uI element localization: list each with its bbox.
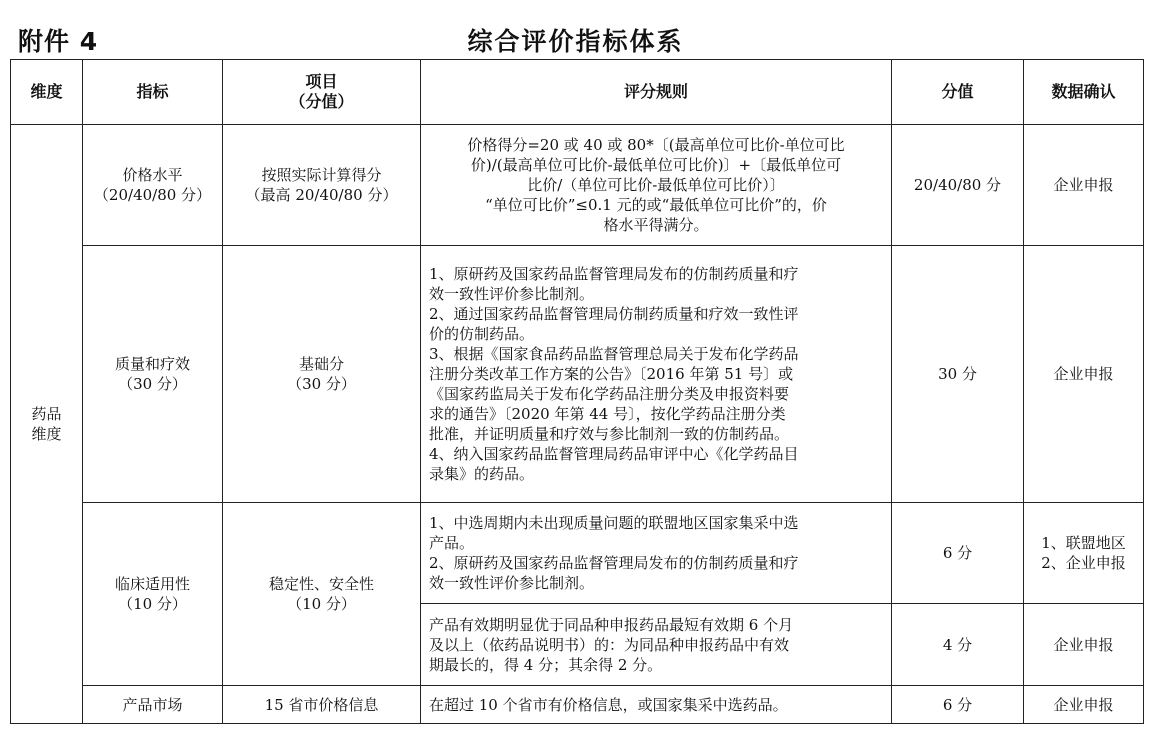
quality-indicator-line1: 质量和疗效	[114, 355, 190, 373]
quality-rule-line: 3、根据《国家食品药品监督管理总局关于发布化学药品	[429, 345, 799, 363]
quality-item-line1: 基础分	[298, 355, 344, 373]
document-title: 综合评价指标体系	[467, 27, 684, 56]
price-item-line1: 按照实际计算得分	[261, 166, 382, 184]
header-indicator: 指标	[83, 60, 223, 125]
attachment-label: 附件 4	[18, 27, 99, 56]
price-rule-cell	[421, 125, 892, 246]
clinical-a-rule-cell	[421, 503, 892, 604]
quality-indicator-cell	[83, 246, 223, 503]
quality-rule-line: 2、通过国家药品监督管理局仿制药质量和疗效一致性评	[429, 305, 799, 323]
header-item-line1: 项目	[305, 72, 338, 91]
table-row-market	[11, 686, 1144, 724]
dimension-line1: 药品	[31, 405, 62, 423]
quality-rule-line: 1、原研药及国家药品监督管理局发布的仿制药质量和疗	[429, 265, 799, 283]
quality-item-line2: （30 分）	[287, 375, 356, 393]
price-rule-line: 价格得分=20 或 40 或 80*〔(最高单位可比价-单位可比	[467, 136, 845, 154]
clinical-b-score-cell: 4 分	[892, 604, 1024, 686]
market-score-cell: 6 分	[892, 686, 1024, 724]
clinical-a-rule-line: 效一致性评价参比制剂。	[429, 574, 595, 592]
header-row	[11, 60, 1144, 125]
clinical-b-rule-line: 产品有效期明显优于同品种申报药品最短有效期 6 个月	[429, 615, 794, 634]
dimension-line2: 维度	[31, 425, 62, 443]
table-row-price	[11, 125, 1144, 246]
price-item-line2: （最高 20/40/80 分）	[245, 186, 398, 204]
market-item-cell: 15 省市价格信息	[223, 686, 421, 724]
table-row-clinical-a	[11, 503, 1144, 604]
clinical-a-confirm-line2: 2、企业申报	[1041, 554, 1126, 572]
header-item	[223, 60, 421, 125]
clinical-a-rule-line: 产品。	[429, 534, 475, 552]
quality-confirm-cell: 企业申报	[1024, 246, 1144, 503]
price-indicator-cell	[83, 125, 223, 246]
quality-score-cell: 30 分	[892, 246, 1024, 503]
clinical-b-rule-line: 及以上（依药品说明书）的：为同品种申报药品中有效	[429, 635, 790, 654]
quality-rule-line: 《国家药监局关于发布化学药品注册分类及申报资料要	[429, 385, 790, 403]
clinical-a-rule-line: 1、中选周期内未出现质量问题的联盟地区国家集采中选	[429, 514, 799, 532]
clinical-indicator-line1: 临床适用性	[114, 575, 190, 593]
clinical-b-rule-line: 期最长的，得 4 分；其余得 2 分。	[429, 655, 663, 674]
table-row-quality	[11, 246, 1144, 503]
price-rule-line: 格水平得满分。	[603, 216, 709, 234]
price-item-cell	[223, 125, 421, 246]
quality-item-cell	[223, 246, 421, 503]
quality-rule-line: 注册分类改革工作方案的公告》〔2016 年第 51 号〕或	[429, 365, 794, 383]
price-rule-line: 比价/（单位可比价-最低单位可比价）〕	[527, 176, 785, 194]
price-indicator-line2: （20/40/80 分）	[93, 186, 212, 204]
quality-rule-line: 价的仿制药品。	[429, 325, 535, 343]
price-confirm-cell: 企业申报	[1024, 125, 1144, 246]
quality-rule-line: 效一致性评价参比制剂。	[429, 285, 595, 303]
quality-rule-line: 录集》的药品。	[429, 465, 535, 483]
dimension-cell	[11, 125, 83, 724]
market-indicator-cell: 产品市场	[83, 686, 223, 724]
clinical-b-confirm-cell: 企业申报	[1024, 604, 1144, 686]
clinical-a-confirm-line1: 1、联盟地区	[1041, 534, 1126, 552]
clinical-item-cell	[223, 503, 421, 686]
clinical-indicator-line2: （10 分）	[118, 595, 187, 613]
quality-rule-cell	[421, 246, 892, 503]
clinical-a-rule-line: 2、原研药及国家药品监督管理局发布的仿制药质量和疗	[429, 554, 799, 572]
clinical-indicator-cell	[83, 503, 223, 686]
quality-rule-line: 批准，并证明质量和疗效与参比制剂一致的仿制药品。	[429, 425, 790, 443]
market-confirm-cell: 企业申报	[1024, 686, 1144, 724]
clinical-a-confirm-cell	[1024, 503, 1144, 604]
clinical-b-rule-cell	[421, 604, 892, 686]
header-item-line2: （分值）	[289, 92, 354, 111]
price-rule-line: 价)/(最高单位可比价-最低单位可比价)〕+〔最低单位可	[470, 156, 842, 174]
quality-rule-line: 4、纳入国家药品监督管理局药品审评中心《化学药品目	[429, 445, 799, 463]
clinical-a-score-cell: 6 分	[892, 503, 1024, 604]
header-rule: 评分规则	[421, 60, 892, 125]
header-dimension: 维度	[11, 60, 83, 125]
price-rule-line: “单位可比价”≤0.1 元的或“最低单位可比价”的，价	[485, 196, 827, 214]
quality-indicator-line2: （30 分）	[118, 375, 187, 393]
price-score-cell: 20/40/80 分	[892, 125, 1024, 246]
header-confirm: 数据确认	[1024, 60, 1144, 125]
evaluation-table	[10, 59, 1144, 724]
price-indicator-line1: 价格水平	[122, 166, 183, 184]
clinical-item-line1: 稳定性、安全性	[268, 575, 374, 593]
market-rule-cell: 在超过 10 个省市有价格信息，或国家集采中选药品。	[421, 686, 892, 724]
clinical-item-line2: （10 分）	[287, 595, 356, 613]
header-score: 分值	[892, 60, 1024, 125]
quality-rule-line: 求的通告》〔2020 年第 44 号〕，按化学药品注册分类	[429, 405, 786, 423]
